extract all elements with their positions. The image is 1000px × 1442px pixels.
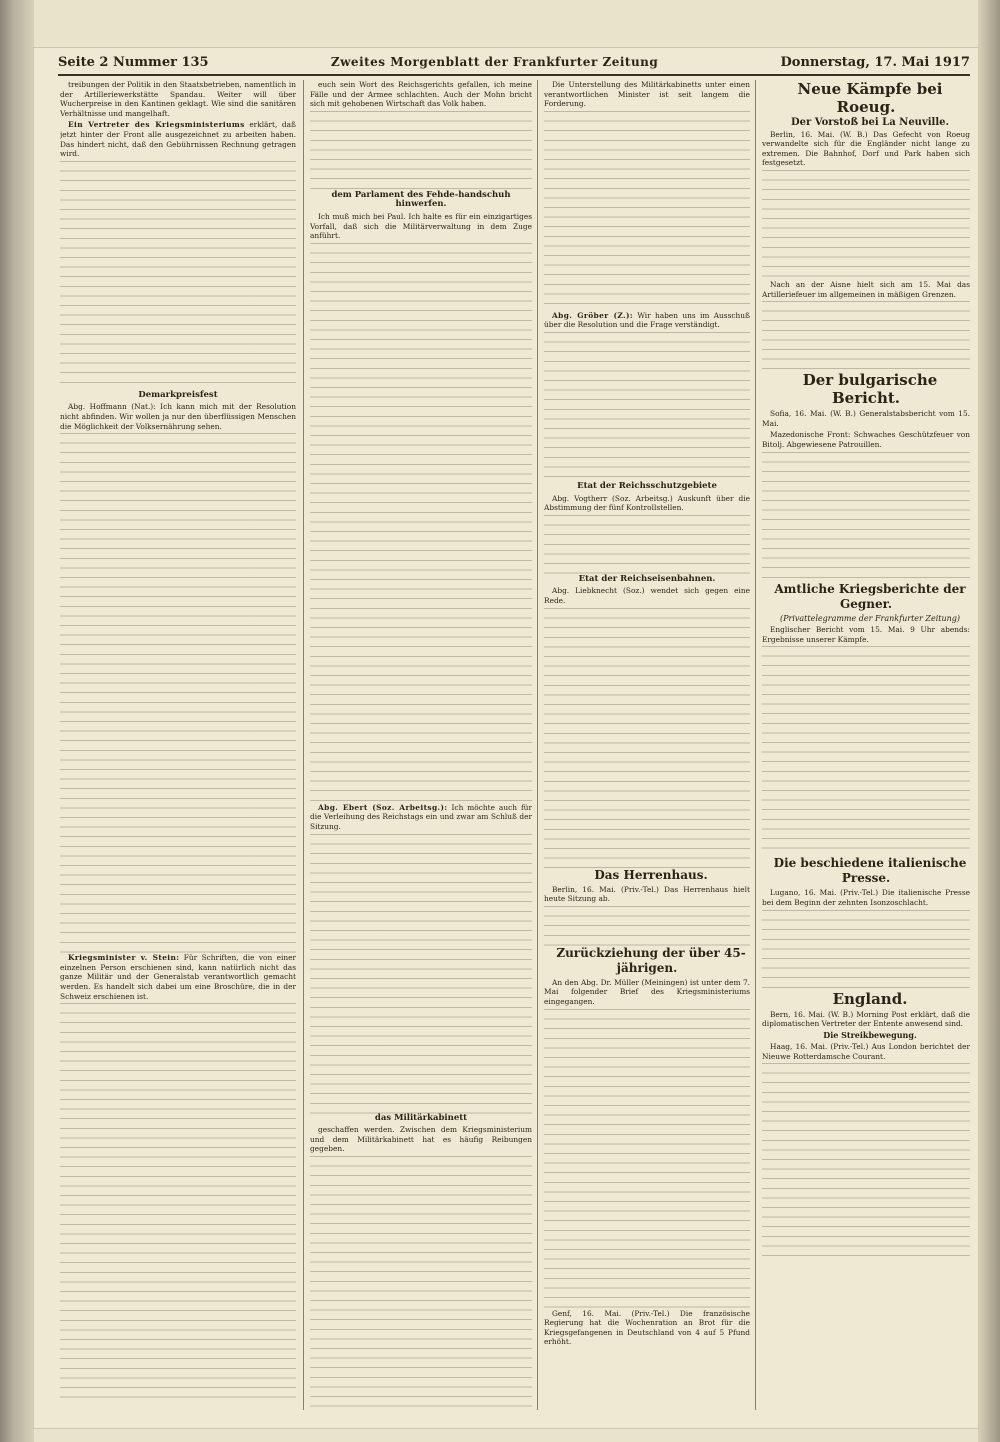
text-block [544, 608, 750, 868]
section-heading: Etat der Reichseisenbahnen. [578, 573, 716, 584]
section-heading: Amtliche Kriegsberichte der Gegner. [774, 581, 966, 611]
paragraph: Für Schriften, die von einer einzelnen Person erschienen sind, kann natürlich nicht das ganze Militär und der Generalstab verantwortlich gemacht werden. Es handelt sich dabei um eine Broschüre, die in der Schweiz erschienen ist. [60, 953, 296, 1001]
text-block [310, 243, 532, 803]
masthead [58, 50, 970, 76]
paragraph: geschaffen werden. Zwischen dem Kriegsministerium und dem Militärkabinett hat es häufig Reibungen gegeben. [310, 1125, 532, 1154]
text-block [762, 452, 970, 582]
paragraph: treibungen der Politik in den Staatsbetrieben, namentlich in der Artilleriewerkstätte Spandau. Weiter will über Wucherpreise in den Kantinen geklagt. Wie sind die sanitären Verhältnisse und mangelhaft. [60, 80, 296, 118]
paragraph: Berlin, 16. Mai. (Priv.-Tel.) Das Herrenhaus hielt heute Sitzung ab. [544, 884, 750, 904]
paragraph: Abg. Liebknecht (Soz.) wendet sich gegen eine Rede. [544, 586, 750, 605]
paragraph: An den Abg. Dr. Müller (Meiningen) ist unter dem 7. Mai folgender Brief des Kriegsministeriums eingegangen. [544, 977, 750, 1006]
paragraph: Mazedonische Front: Schwaches Geschützfeuer von Bitolj. Abgewiesene Patrouillen. [762, 430, 970, 449]
paragraph: Ich muß mich bei Paul. Ich halte es für ein einzigartiges Vorfall, daß sich die Militärverwaltung in dem Zuge anführt. [310, 211, 532, 241]
subheading: (Privattelegramme der Frankfurter Zeitung) [779, 613, 961, 623]
page-number: Seite 2 Nummer 135 [58, 54, 209, 70]
column-rule [303, 80, 304, 1410]
paragraph: Lugano, 16. Mai. (Priv.-Tel.) Die italienische Presse bei dem Beginn der zehnten Isonzoschlacht. [762, 888, 970, 907]
column-2 [310, 80, 532, 1410]
section-heading: England. [832, 989, 908, 1008]
paragraph: Ich möchte auch für die Verleihung des Reichstags ein und zwar am Schluß der Sitzung. [310, 802, 532, 831]
newspaper-title: Zweites Morgenblatt der Frankfurter Zeitung [330, 55, 659, 69]
section-heading: dem Parlament des Fehde-handschuh hinwerfen. [331, 189, 511, 210]
text-block [544, 1009, 750, 1309]
speaker-name: Abg. Gröber (Z.): [552, 310, 633, 320]
section-heading: das Militärkabinett [374, 1112, 468, 1123]
text-block [310, 1156, 532, 1410]
paragraph: Bern, 16. Mai. (W. B.) Morning Post erklärt, daß die diplomatischen Vertreter der Entente anwesend sind. [762, 1009, 970, 1029]
text-block [762, 646, 970, 856]
section-heading: Die beschiedene italienische Presse. [773, 856, 967, 886]
paragraph: euch sein Wort des Reichsgerichts gefallen, ich meine Fälle und der Armee schlachten. Auch der Mohn bricht sich mit gehobenen Wirtschaft das Volk haben. [310, 80, 532, 109]
subheading: Die Streikbewegung. [823, 1029, 917, 1040]
paragraph: Abg. Vogtherr (Soz. Arbeitsg.) Auskunft über die Abstimmung der fünf Kontrollstellen. [544, 493, 750, 513]
speaker-name: Abg. Ebert (Soz. Arbeitsg.): [318, 802, 448, 812]
speaker-name: Kriegsminister v. Stein: [68, 953, 180, 963]
paragraph: Berlin, 16. Mai. (W. B.) Das Gefecht von Roeug verwandelte sich für die Engländer nicht lange zu extremen. Die Bahnhof, Dorf und Park haben sich festgesetzt. [762, 129, 970, 168]
section-heading: Etat der Reichsschutzgebiete [577, 480, 717, 491]
text-block [310, 834, 532, 1114]
section-heading: Der bulgarische Bericht. [802, 371, 938, 408]
issue-date: Donnerstag, 17. Mai 1917 [780, 54, 970, 70]
column-1 [60, 80, 296, 1410]
text-block [544, 332, 750, 482]
text-block [544, 111, 750, 311]
text-block [544, 515, 750, 575]
paragraph: Abg. Hoffmann (Nat.): Ich kann mich mit der Resolution nicht abfinden. Wir wollen ja nur den überflüssigen Menschen die Möglichkeit der Volksernährung sehen. [60, 402, 296, 431]
column-rule [755, 80, 756, 1410]
book-binding [0, 0, 34, 1442]
text-block [762, 301, 970, 371]
section-heading: Neue Kämpfe bei Roeug. [797, 80, 943, 116]
section-heading: Demarkpreisfest [138, 389, 218, 400]
paragraph: Sofia, 16. Mai. (W. B.) Generalstabsbericht vom 15. Mai. [762, 409, 970, 428]
page-edge [978, 0, 1000, 1442]
text-block [60, 161, 296, 391]
paragraph: Nach an der Aisne hielt sich am 15. Mai das Artilleriefeuer im allgemeinen in mäßigen Grenzen. [762, 279, 970, 299]
text-block [762, 170, 970, 280]
column-rule [537, 80, 538, 1410]
paragraph: Genf, 16. Mai. (Priv.-Tel.) Die französische Regierung hat die Wochenration an Brot für die Kriegsgefangenen in Deutschland von 4 auf 5 Pfund erhöht. [544, 1308, 750, 1347]
section-heading: Zurückziehung der über 45-jährigen. [556, 945, 746, 975]
text-block [762, 910, 970, 990]
section-heading: Das Herrenhaus. [594, 867, 708, 882]
paragraph: Wir haben uns im Ausschuß über die Resolution und die Frage verständigt. [544, 310, 750, 330]
paragraph: Englischer Bericht vom 15. Mai. 9 Uhr abends: Ergebnisse unserer Kämpfe. [762, 625, 970, 644]
text-block [544, 906, 750, 946]
paragraph: Die Unterstellung des Militärkabinetts unter einen verantwortlichen Minister ist seit langem die Forderung. [544, 80, 750, 109]
text-block [60, 433, 296, 953]
text-block [310, 111, 532, 191]
paragraph: Haag, 16. Mai. (Priv.-Tel.) Aus London berichtet der Nieuwe Rotterdamsche Courant. [762, 1042, 970, 1061]
paragraph: erklärt, daß jetzt hinter der Front alle ausgezeichnet zu arbeiten haben. Das hindert nicht, daß den Gebührnissen Rechnung getragen wird. [60, 120, 296, 159]
column-3 [544, 80, 750, 1410]
text-block [762, 1063, 970, 1263]
column-4 [762, 80, 970, 1410]
speaker-name: Ein Vertreter des Kriegsministeriums [68, 120, 245, 130]
text-block [60, 1003, 296, 1403]
subheading: Der Vorstoß bei La Neuville. [790, 117, 949, 128]
